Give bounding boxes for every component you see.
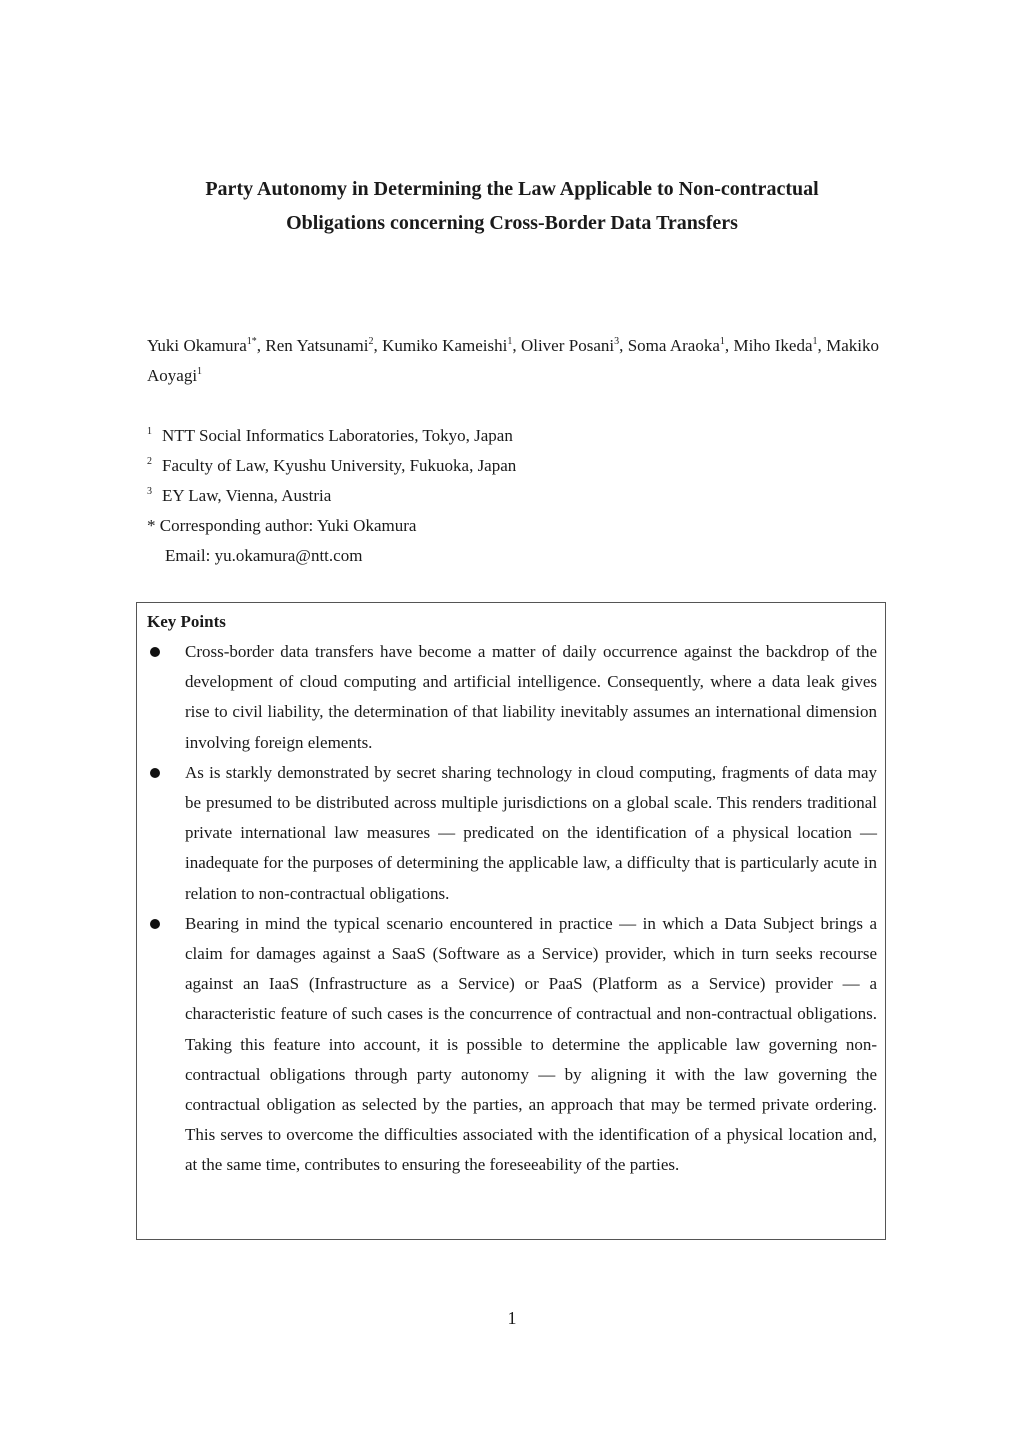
corresponding-email: Email: yu.okamura@ntt.com — [165, 546, 363, 565]
author-separator: , — [817, 336, 827, 355]
author-list — [147, 331, 879, 391]
author-affiliation-mark: 1 — [812, 336, 818, 347]
affiliation-text: Faculty of Law, Kyushu University, Fukuoka, Japan — [162, 456, 517, 475]
author-name: Soma Araoka — [627, 336, 720, 355]
key-point-text: As is starkly demonstrated by secret sharing technology in cloud computing, fragments of data may be presumed to be distributed across multiple jurisdictions on a global scale. This renders traditional private international law measures — predicated on the identification of a physical location — inadequate for the purposes of determining the applicable law, a difficulty that is particularly acute in relation to non-contractual obligations. — [185, 762, 877, 903]
author-affiliation-mark: 3 — [614, 336, 620, 347]
author-name: Yuki Okamura — [147, 336, 247, 355]
bullet-icon — [150, 768, 160, 778]
author-separator: , — [619, 336, 628, 355]
paper-title — [120, 172, 904, 240]
affiliation-text: EY Law, Vienna, Austria — [162, 486, 332, 505]
affiliation-item: $^2$ Faculty of Law, Kyushu University, Fukuoka, Japan — [147, 456, 517, 475]
affiliation-item: $^3$ EY Law, Vienna, Austria — [147, 486, 332, 505]
author-name: Oliver Posani — [520, 336, 615, 355]
author-name: Miho Ikeda — [733, 336, 813, 355]
author-name: Kumiko Kameishi — [382, 336, 508, 355]
key-point-text: Cross-border data transfers have become a matter of daily occurrence against the backdrop of the development of cloud computing and artificial intelligence. Consequently, where a data leak gives rise to civil liability, the determination of that liability inevitably assumes an international dimension involving foreign elements. — [185, 642, 877, 752]
author-separator: , — [724, 336, 734, 355]
author-separator: , — [512, 336, 521, 355]
author-affiliation-mark: 1 — [719, 336, 725, 347]
affiliation-item: $^1$ NTT Social Informatics Laboratories, Tokyo, Japan — [147, 426, 513, 445]
title-line-2: Obligations concerning Cross-Border Data Transfers — [286, 212, 738, 234]
key-point-item — [137, 909, 885, 1181]
key-points-list — [137, 637, 885, 1181]
author-separator: , — [373, 336, 383, 355]
bullet-icon — [150, 919, 160, 929]
key-point-item — [137, 637, 885, 758]
author-affiliation-mark: 2 — [368, 336, 374, 347]
key-points-heading: Key Points — [147, 612, 226, 631]
affiliation-list — [147, 421, 879, 571]
key-point-text: Bearing in mind the typical scenario encountered in practice — in which a Data Subject brings a claim for damages against a SaaS (Software as a Service) provider, which in turn seeks recourse against an IaaS (Infrastructure as a Service) or PaaS (Platform as a Service) provider — a characteristic feature of such cases is the concurrence of contractual and non-contractual obligations. Taking this feature into account, it is possible to determine the applicable law governing non-contractual obligations through party autonomy — by aligning it with the law governing the contractual obligation as selected by the parties, an approach that may be termed private ordering. This serves to overcome the difficulties associated with the identification of a physical location and, at the same time, contributes to ensuring the foreseeability of the parties. — [185, 913, 877, 1175]
author-affiliation-mark: 1* — [246, 336, 257, 347]
author-name: Makiko Aoyagi — [147, 336, 880, 385]
key-points-box — [136, 602, 886, 1240]
author-separator: , — [256, 336, 266, 355]
affiliation-text: NTT Social Informatics Laboratories, Tokyo, Japan — [162, 426, 513, 445]
key-point-item — [137, 758, 885, 909]
page-number: 1 — [507, 1308, 517, 1328]
author-affiliation-mark: 1 — [507, 336, 513, 347]
author-name: Ren Yatsunami — [265, 336, 369, 355]
corresponding-author: * Corresponding author: Yuki Okamura — [147, 516, 417, 535]
author-affiliation-mark: 1 — [197, 366, 203, 377]
title-line-1: Party Autonomy in Determining the Law Applicable to Non-contractual — [205, 178, 819, 200]
bullet-icon — [150, 647, 160, 657]
